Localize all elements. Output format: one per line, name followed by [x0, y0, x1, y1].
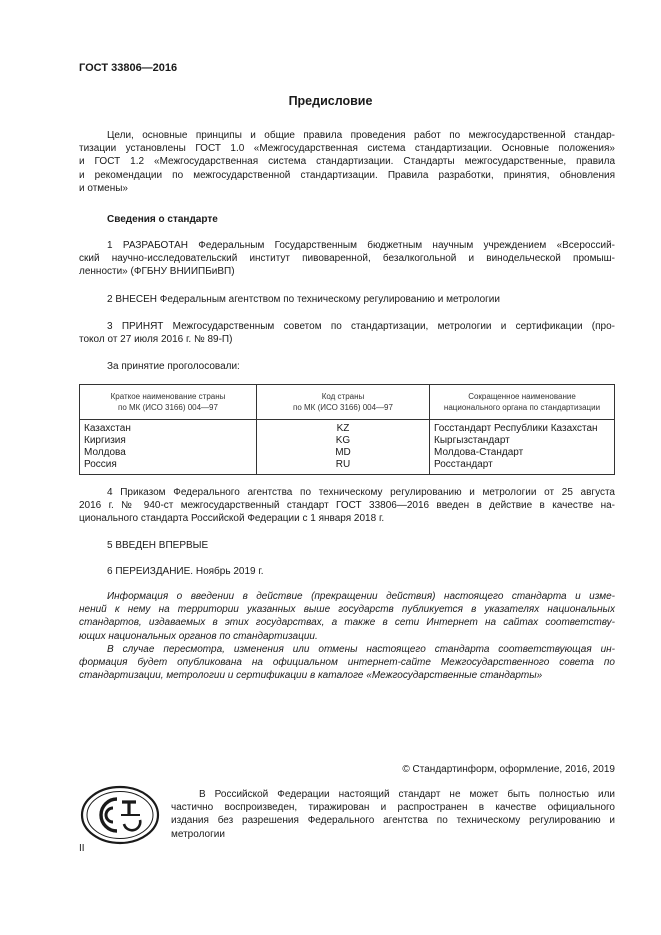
- table-cell: RU: [335, 459, 351, 470]
- table-cell: KZ: [336, 423, 350, 434]
- italic-line: стандартов, издаваемых в этих государствах, а также в сети Интернет на сайтах соответству-: [79, 617, 615, 629]
- rst-logo-svg: [80, 784, 160, 846]
- table-cell: Росстандарт: [434, 459, 493, 470]
- table-cell: Казахстан: [84, 423, 131, 434]
- voting-table: [79, 384, 615, 475]
- item-reissue: 6 ПЕРЕИЗДАНИЕ. Ноябрь 2019 г.: [107, 566, 264, 577]
- intro-line: и отмены»: [79, 182, 128, 194]
- item-developed: [79, 239, 615, 279]
- table-header-row: [80, 385, 615, 420]
- intro-line: и рекомендации по межгосударственной стандартизации. Правила разработки, принятия, обновления: [79, 169, 615, 181]
- column-header-country: Краткое наименование страны по МК (ИСО 3166) 004—97: [80, 385, 257, 420]
- item-line: 2016 г. № 940-ст межгосударственный стандарт ГОСТ 33806—2016 введен в действие в качестве на-: [79, 500, 615, 512]
- table-cell: Киргизия: [84, 435, 126, 446]
- italic-line: формация будет опубликована на официальном интернет-сайте Межгосударственного совета по: [79, 657, 615, 669]
- copyright-notice: © Стандартинформ, оформление, 2016, 2019: [402, 764, 615, 775]
- table-cell: KG: [335, 435, 351, 446]
- info-notice-paragraph: [79, 590, 615, 682]
- item-line: 4 Приказом Федерального агентства по техническому регулированию и метрологии от 25 августа: [107, 487, 615, 498]
- table-body-row: [80, 420, 615, 475]
- italic-line: нений к нему на территории указанных выше государств публикуется в указателях национальных: [79, 604, 615, 616]
- table-cell: Россия: [84, 459, 117, 470]
- table-cell: Госстандарт Республики Казахстан: [434, 423, 598, 434]
- column-header-body: Сокращенное наименование национального органа по стандартизации: [430, 385, 615, 420]
- table-cell: MD: [335, 447, 351, 458]
- item-line: ский научно-исследовательский институт пивоваренной, безалкогольной и винодельческой промыш-: [79, 253, 615, 265]
- document-id: ГОСТ 33806—2016: [79, 62, 178, 74]
- info-heading: Сведения о стандарте: [107, 214, 218, 225]
- italic-line: Информация о введении в действие (прекращении действия) настоящего стандарта и изме-: [107, 591, 615, 602]
- table-cell: Молдова-Стандарт: [434, 447, 524, 458]
- notice-line: издания без разрешения Федерального агентства по техническому регулированию и: [171, 815, 615, 827]
- country-column: [80, 420, 257, 475]
- intro-line: тизации установлены ГОСТ 1.0 «Межгосударственная система стандартизации. Основные положения»: [79, 143, 615, 155]
- item-adopted: [79, 320, 615, 346]
- item-line: 1 РАЗРАБОТАН Федеральным Государственным бюджетным научным учреждением «Всероссий-: [107, 240, 615, 251]
- table-cell: Кыргызстандарт: [434, 435, 510, 446]
- page-title: Предисловие: [288, 94, 373, 108]
- notice-line: В Российской Федерации настоящий стандарт не может быть полностью или: [199, 789, 615, 800]
- code-column: [257, 420, 430, 475]
- notice-line: метрологии: [171, 828, 225, 840]
- vote-intro: За принятие проголосовали:: [107, 361, 240, 372]
- item-line: 3 ПРИНЯТ Межгосударственным советом по стандартизации, метрологии и сертификации (про-: [107, 321, 615, 332]
- intro-line: Цели, основные принципы и общие правила проведения работ по межгосударственной стандар-: [107, 130, 615, 141]
- intro-line: и ГОСТ 1.2 «Межгосударственная система стандартизации. Стандарты межгосударственные, правила: [79, 156, 615, 168]
- notice-line: частично воспроизведен, тиражирован и распространен в качестве официального: [171, 802, 615, 814]
- page-number: II: [79, 843, 85, 854]
- intro-paragraph: [79, 129, 615, 195]
- body-column: [430, 420, 615, 475]
- table-cell: Молдова: [84, 447, 126, 458]
- italic-line: В случае пересмотра, изменения или отмены настоящего стандарта соответствующая ин-: [107, 643, 615, 655]
- reproduction-notice: [171, 788, 615, 841]
- italic-line: стандартизации, метрологии и сертификации в каталоге «Межгосударственные стандарты»: [79, 670, 543, 682]
- item-line: ционального стандарта Российской Федерации с 1 января 2018 г.: [79, 513, 385, 525]
- column-header-code: Код страны по МК (ИСО 3166) 004—97: [257, 385, 430, 420]
- item-introduced: 2 ВНЕСЕН Федеральным агентством по техническому регулированию и метрологии: [107, 294, 500, 305]
- item-enacted: [79, 486, 615, 526]
- item-line: ленности» (ФГБНУ ВНИИПБиВП): [79, 266, 235, 278]
- item-line: токол от 27 июля 2016 г. № 89-П): [79, 334, 233, 346]
- italic-line: ющих национальных органов по стандартизации.: [79, 630, 318, 642]
- rst-certification-logo-icon: [80, 784, 160, 846]
- item-first-introduced: 5 ВВЕДЕН ВПЕРВЫЕ: [107, 540, 209, 551]
